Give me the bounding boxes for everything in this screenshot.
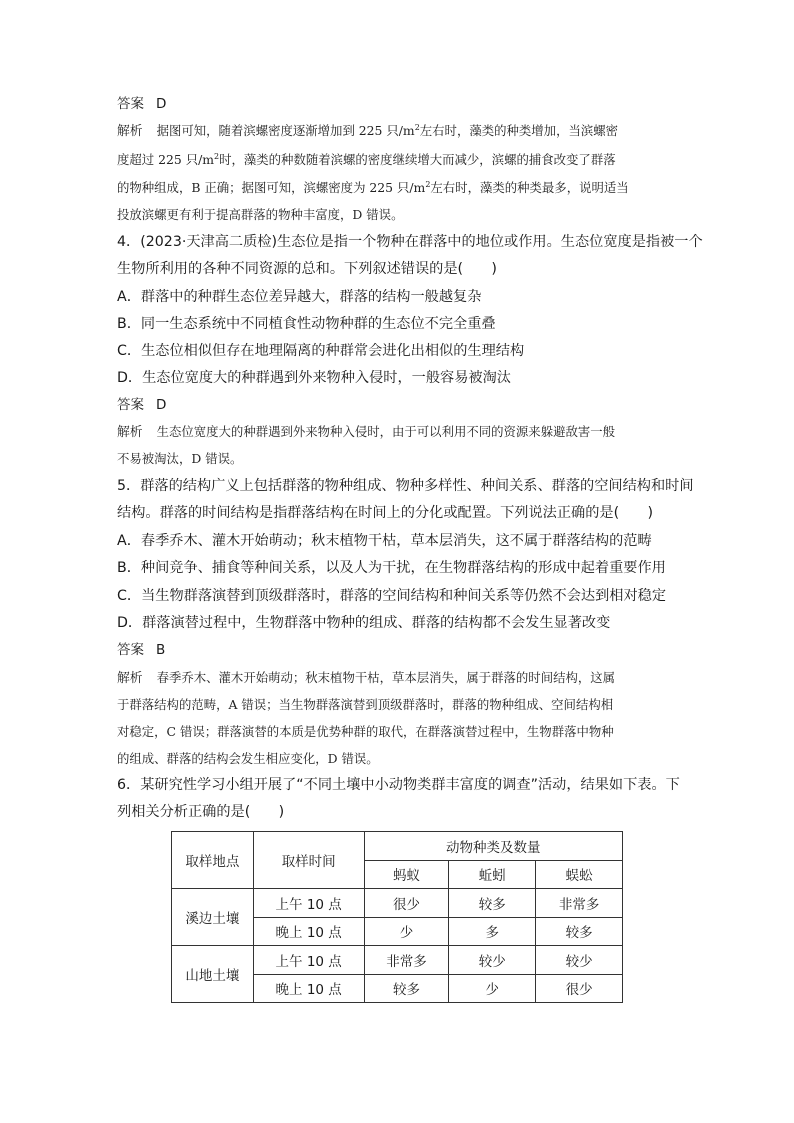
analysis-line [117,150,616,170]
analysis-text: 时，藻类的种数随着滨螺的密度继续增大而减少，滨螺的捕食改变了群落 [219,152,616,167]
option-d: D．生态位宽度大的种群遇到外来物种入侵时，一般容易被淘汰 [117,370,511,386]
analysis-label: 解析 [117,425,143,440]
answer-label: 答案 [117,96,144,112]
option-a: A．群落中的种群生态位差异越大，群落的结构一般越复杂 [117,289,482,305]
question-4-stem: 4．(2023·天津高二质检)生态位是指一个物种在群落中的地位或作用。生态位宽度是指被一个 [117,234,703,250]
superscript: 2 [425,179,431,189]
question-6-stem: 6．某研究性学习小组开展了“不同土壤中小动物类群丰富度的调查”活动，结果如下表。下 [117,777,680,793]
analysis-line [117,722,614,742]
value-cell: 较多 [449,889,536,918]
option-b: B．种间竞争、捕食等种间关系，以及人为干扰，在生物群落结构的形成中起着重要作用 [117,560,666,576]
value-cell: 较多 [364,974,449,1003]
header-time: 取样时间 [253,832,364,889]
question-6-stem: 列相关分析正确的是( ) [117,804,285,820]
answer-label: 答案 [117,397,144,413]
table-header-row [172,832,623,861]
answer-line [117,640,165,660]
analysis-text: 左右时，藻类的种类增加，当滨螺密 [419,123,619,138]
analysis-text: 的组成、群落的结构会发生相应变化，D 错误。 [117,751,379,766]
analysis-text: 生态位宽度大的种群遇到外来物种入侵时，由于可以利用不同的资源来躲避敌害一般 [156,424,616,439]
table-row [172,889,623,918]
analysis-text: 于群落结构的范畴，A 错误；当生物群落演替到顶级群落时，群落的物种组成、空间结构相 [117,697,614,712]
option-a: A．春季乔木、灌木开始萌动；秋末植物干枯，草本层消失，这不属于群落结构的范畴 [117,533,652,549]
option-c: C．当生物群落演替到顶级群落时，群落的空间结构和种间关系等仍然不会达到相对稳定 [117,588,667,604]
value-cell: 非常多 [536,889,623,918]
answer-line [117,94,166,114]
answer-label: 答案 [117,642,144,658]
value-cell: 很少 [364,889,449,918]
analysis-text: 左右时，藻类的种类最多，说明适当 [430,180,629,195]
header-species: 蚂蚁 [364,860,449,889]
value-cell: 很少 [536,974,623,1003]
header-group: 动物种类及数量 [364,832,622,861]
option-c: C．生态位相似但存在地理隔离的种群常会进化出相似的生理结构 [117,343,525,359]
superscript: 2 [414,122,420,132]
analysis-line [117,749,379,769]
time-cell: 上午 10 点 [253,889,364,918]
time-cell: 晚上 10 点 [253,917,364,946]
analysis-text: 据图可知，随着滨螺密度逐渐增加到 225 只/m [156,123,415,138]
time-cell: 晚上 10 点 [253,974,364,1003]
time-cell: 上午 10 点 [253,946,364,975]
question-5-stem: 5．群落的结构广义上包括群落的物种组成、物种多样性、种间关系、群落的空间结构和时间 [117,478,694,494]
analysis-label: 解析 [117,671,143,686]
value-cell: 少 [364,917,449,946]
data-table [171,831,623,1003]
analysis-line [117,422,615,443]
header-species: 蜈蚣 [536,860,623,889]
option-b: B．同一生态系统中不同植食性动物种群的生态位不完全重叠 [117,316,496,332]
analysis-text: 春季乔木、灌木开始萌动；秋末植物干枯，草本层消失，属于群落的时间结构，这属 [156,670,616,685]
analysis-line [117,449,242,469]
analysis-text: 的物种组成，B 正确；据图可知，滨螺密度为 225 只/m [117,180,426,195]
analysis-line [117,178,629,198]
header-site: 取样地点 [172,832,254,889]
value-cell: 较多 [536,917,623,946]
analysis-label: 解析 [117,124,143,139]
analysis-line [117,205,403,225]
analysis-line [117,668,615,689]
value-cell: 少 [449,974,536,1003]
analysis-text: 投放滨螺更有利于提高群落的物种丰富度，D 错误。 [117,207,404,222]
analysis-text: 不易被淘汰，D 错误。 [117,451,243,466]
answer-line [117,395,166,415]
answer-value: D [156,96,167,112]
value-cell: 非常多 [364,946,449,975]
analysis-line [117,121,618,142]
site-cell: 山地土壤 [172,946,254,1003]
analysis-text: 度超过 225 只/m [117,152,215,167]
value-cell: 较少 [536,946,623,975]
answer-value: B [156,642,166,658]
question-5-stem: 结构。群落的时间结构是指群落结构在时间上的分化或配置。下列说法正确的是( ) [117,505,654,521]
value-cell: 多 [449,917,536,946]
table-row [172,946,623,975]
answer-value: D [156,397,167,413]
value-cell: 较少 [449,946,536,975]
site-cell: 溪边土壤 [172,889,254,946]
superscript: 2 [214,151,220,161]
analysis-text: 对稳定，C 错误；群落演替的本质是优势种群的取代，在群落演替过程中，生物群落中物种 [117,724,614,739]
question-4-stem: 生物所利用的各种不同资源的总和。下列叙述错误的是( ) [117,261,497,277]
analysis-line [117,695,613,715]
option-d: D．群落演替过程中，生物群落中物种的组成、群落的结构都不会发生显著改变 [117,615,611,631]
header-species: 蚯蚓 [449,860,536,889]
